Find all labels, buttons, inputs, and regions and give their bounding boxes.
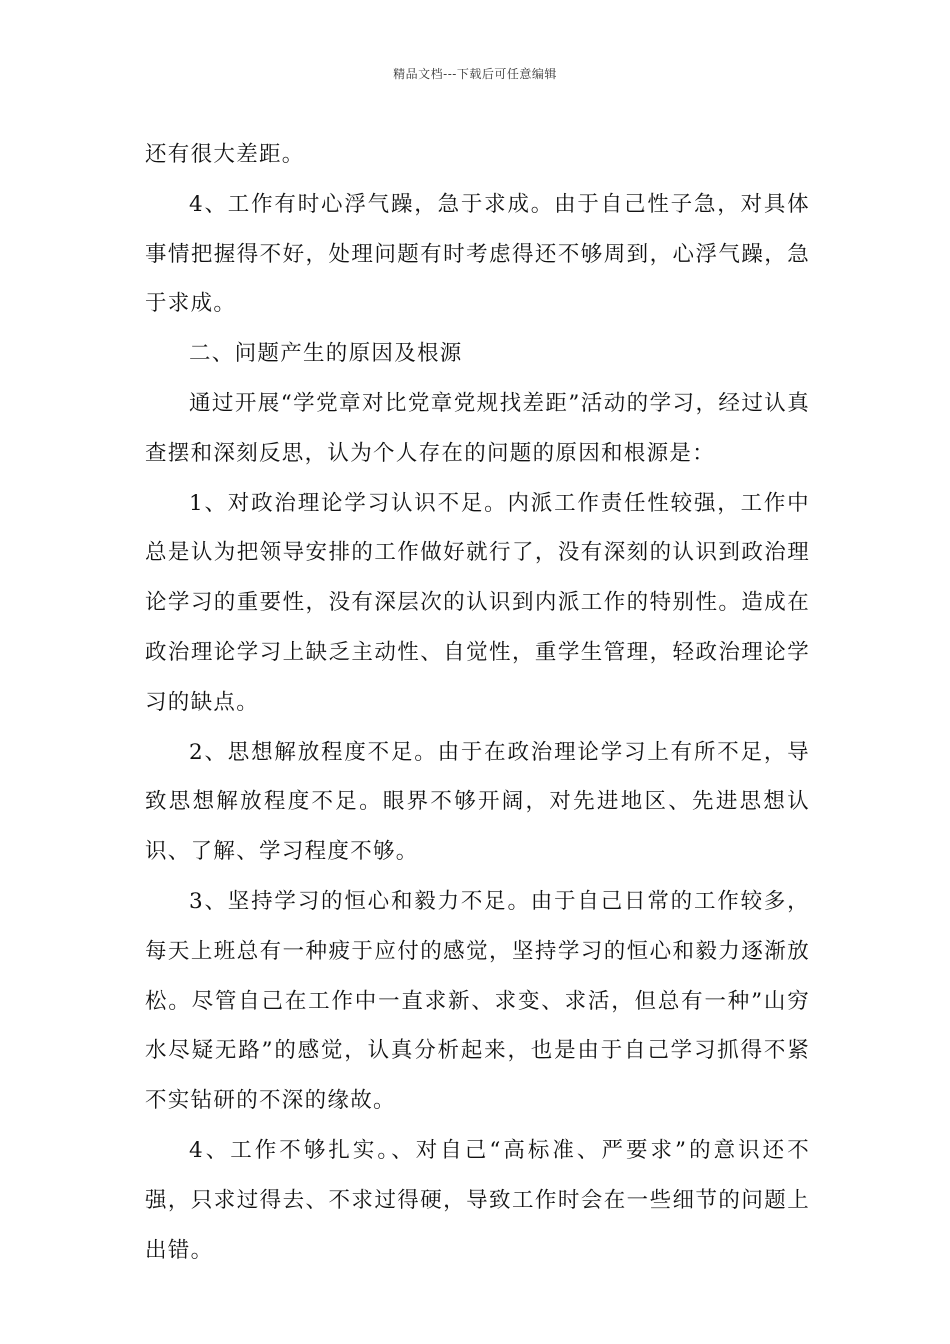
paragraph-3: 通过开展“学党章对比党章党规找差距”活动的学习，经过认真查摆和深刻反思，认为个人存在的问题的原因和根源是： xyxy=(145,390,810,466)
paragraph-6: 3、坚持学习的恒心和毅力不足。由于自己日常的工作较多，每天上班总有一种疲于应付的感觉，坚持学习的恒心和毅力逐渐放松。尽管自己在工作中一直求新、求变、求活，但总有一种”山穷水尽疑无路”的感觉，认真分析起来，也是由于自己学习抓得不紧不实钻研的不深的缘故。 xyxy=(145,888,810,1114)
section-heading: 二、问题产生的原因及根源 xyxy=(189,341,463,367)
paragraph-2: 4、工作有时心浮气躁，急于求成。由于自己性子急，对具体事情把握得不好，处理问题有时考虑得还不够周到，心浮气躁，急于求成。 xyxy=(145,191,810,317)
page-header: 精品文档---下载后可任意编辑 xyxy=(393,67,557,81)
paragraph-5: 2、思想解放程度不足。由于在政治理论学习上有所不足，导致思想解放程度不足。眼界不够开阔，对先进地区、先进思想认识、了解、学习程度不够。 xyxy=(145,739,810,865)
paragraph-1: 还有很大差距。 xyxy=(145,142,305,167)
paragraph-7: 4、工作不够扎实。、对自己“高标准、严要求”的意识还不强，只求过得去、不求过得硬，导致工作时会在一些细节的问题上出错。 xyxy=(145,1137,810,1263)
paragraph-4: 1、对政治理论学习认识不足。内派工作责任性较强，工作中总是认为把领导安排的工作做好就行了，没有深刻的认识到政治理论学习的重要性，没有深层次的认识到内派工作的特别性。造成在政治理论学习上缺乏主动性、自觉性，重学生管理，轻政治理论学习的缺点。 xyxy=(145,490,810,715)
document-body xyxy=(145,130,810,1275)
